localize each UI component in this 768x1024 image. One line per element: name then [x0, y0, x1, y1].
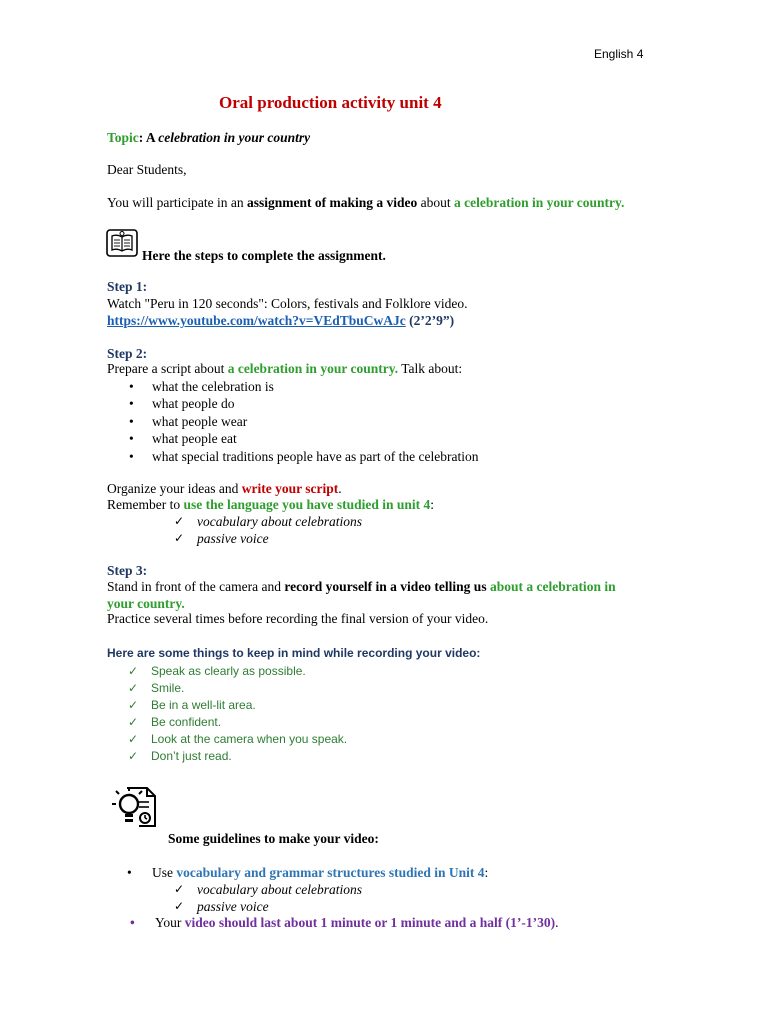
- guideline-duration-t3: .: [555, 915, 559, 930]
- remember-t2: use the language you have studied in unit 4: [183, 497, 431, 512]
- list-item: ✓ vocabulary about celebrations: [174, 513, 362, 530]
- list-item: ✓ Be in a well-lit area.: [128, 697, 347, 714]
- list-item: ✓ Speak as clearly as possible.: [128, 663, 347, 680]
- remember-line: [107, 497, 434, 513]
- list-item: • what special traditions people have as part of the celebration: [107, 448, 479, 465]
- step1-link-line: [107, 313, 454, 329]
- page-title: Oral production activity unit 4: [219, 93, 442, 112]
- guidelines-heading: Some guidelines to make your video:: [168, 831, 379, 846]
- bullet-icon: •: [127, 865, 132, 880]
- remember-t1: Remember to: [107, 497, 184, 512]
- intro-line: [107, 195, 624, 211]
- step2-label: Step 2:: [107, 346, 148, 361]
- list-item: • what people do: [107, 395, 479, 412]
- list-item: ✓ Look at the camera when you speak.: [128, 731, 347, 748]
- intro-t2: assignment of making a video: [246, 195, 418, 210]
- step2-t1: Prepare a script about: [107, 361, 228, 376]
- step2-line: [107, 361, 462, 377]
- list-item: ✓ passive voice: [174, 530, 362, 547]
- topic-sep: :: [138, 130, 144, 145]
- video-duration: (2’2’9”): [405, 313, 455, 328]
- practice-line: Practice several times before recording the final version of your video.: [107, 611, 489, 626]
- step3-t3: about a celebration in: [486, 579, 616, 594]
- list-item: ✓ Be confident.: [128, 714, 347, 731]
- language-list: [174, 513, 362, 547]
- topic-a: A: [143, 130, 159, 145]
- guideline-duration-t1: Your: [155, 915, 185, 930]
- step1-line: Watch "Peru in 120 seconds": Colors, festivals and Folklore video.: [107, 296, 468, 311]
- step2-t3: Talk about:: [398, 361, 463, 376]
- list-item: • what people eat: [107, 430, 479, 447]
- organize-t1: Organize your ideas and: [107, 481, 242, 496]
- step3-label: Step 3:: [107, 563, 148, 578]
- topic-text: celebration in your country: [158, 130, 311, 145]
- step3-t2: record yourself in a video telling us: [284, 579, 487, 594]
- list-item: ✓ Smile.: [128, 680, 347, 697]
- step2-t2: a celebration in your country.: [227, 361, 399, 376]
- guideline-duration-t2: video should last about 1 minute or 1 minute and a half (1’-1’30): [184, 915, 556, 930]
- topic-line: [107, 130, 310, 146]
- organize-t2: write your script: [241, 481, 339, 496]
- step3-t1: Stand in front of the camera and: [107, 579, 285, 594]
- remember-t3: :: [430, 497, 435, 512]
- tips-list: [128, 663, 347, 765]
- intro-t3: about: [417, 195, 455, 210]
- guideline-language-list: [174, 881, 362, 915]
- organize-t3: .: [338, 481, 342, 496]
- list-item: • what the celebration is: [107, 378, 479, 395]
- organize-line: [107, 481, 342, 497]
- greeting: Dear Students,: [107, 162, 187, 177]
- list-item: • what people wear: [107, 413, 479, 430]
- list-item: ✓ passive voice: [174, 898, 362, 915]
- header-course: English 4: [594, 47, 644, 61]
- step1-label: Step 1:: [107, 279, 148, 294]
- video-link[interactable]: https://www.youtube.com/watch?v=VEdTbuCwAJc: [107, 313, 406, 328]
- guideline-use-t1: Use: [152, 865, 177, 880]
- topic-label: Topic: [107, 130, 139, 145]
- lightbulb-document-icon: [107, 782, 161, 836]
- list-item: ✓ vocabulary about celebrations: [174, 881, 362, 898]
- steps-heading: Here the steps to complete the assignment.: [142, 248, 386, 263]
- book-icon: [105, 228, 139, 260]
- bullet-icon: •: [130, 915, 135, 930]
- guideline-use-t2: vocabulary and grammar structures studied in Unit 4: [176, 865, 485, 880]
- intro-t1: You will participate in an: [107, 195, 247, 210]
- step3-line-2: your country.: [107, 596, 185, 611]
- intro-t4: a celebration in your country.: [454, 195, 625, 210]
- step3-line: [107, 579, 616, 595]
- guideline-use-t3: :: [484, 865, 489, 880]
- list-item: ✓ Don’t just read.: [128, 748, 347, 765]
- tips-heading: Here are some things to keep in mind while recording your video:: [107, 646, 481, 660]
- talk-about-list: [107, 378, 479, 465]
